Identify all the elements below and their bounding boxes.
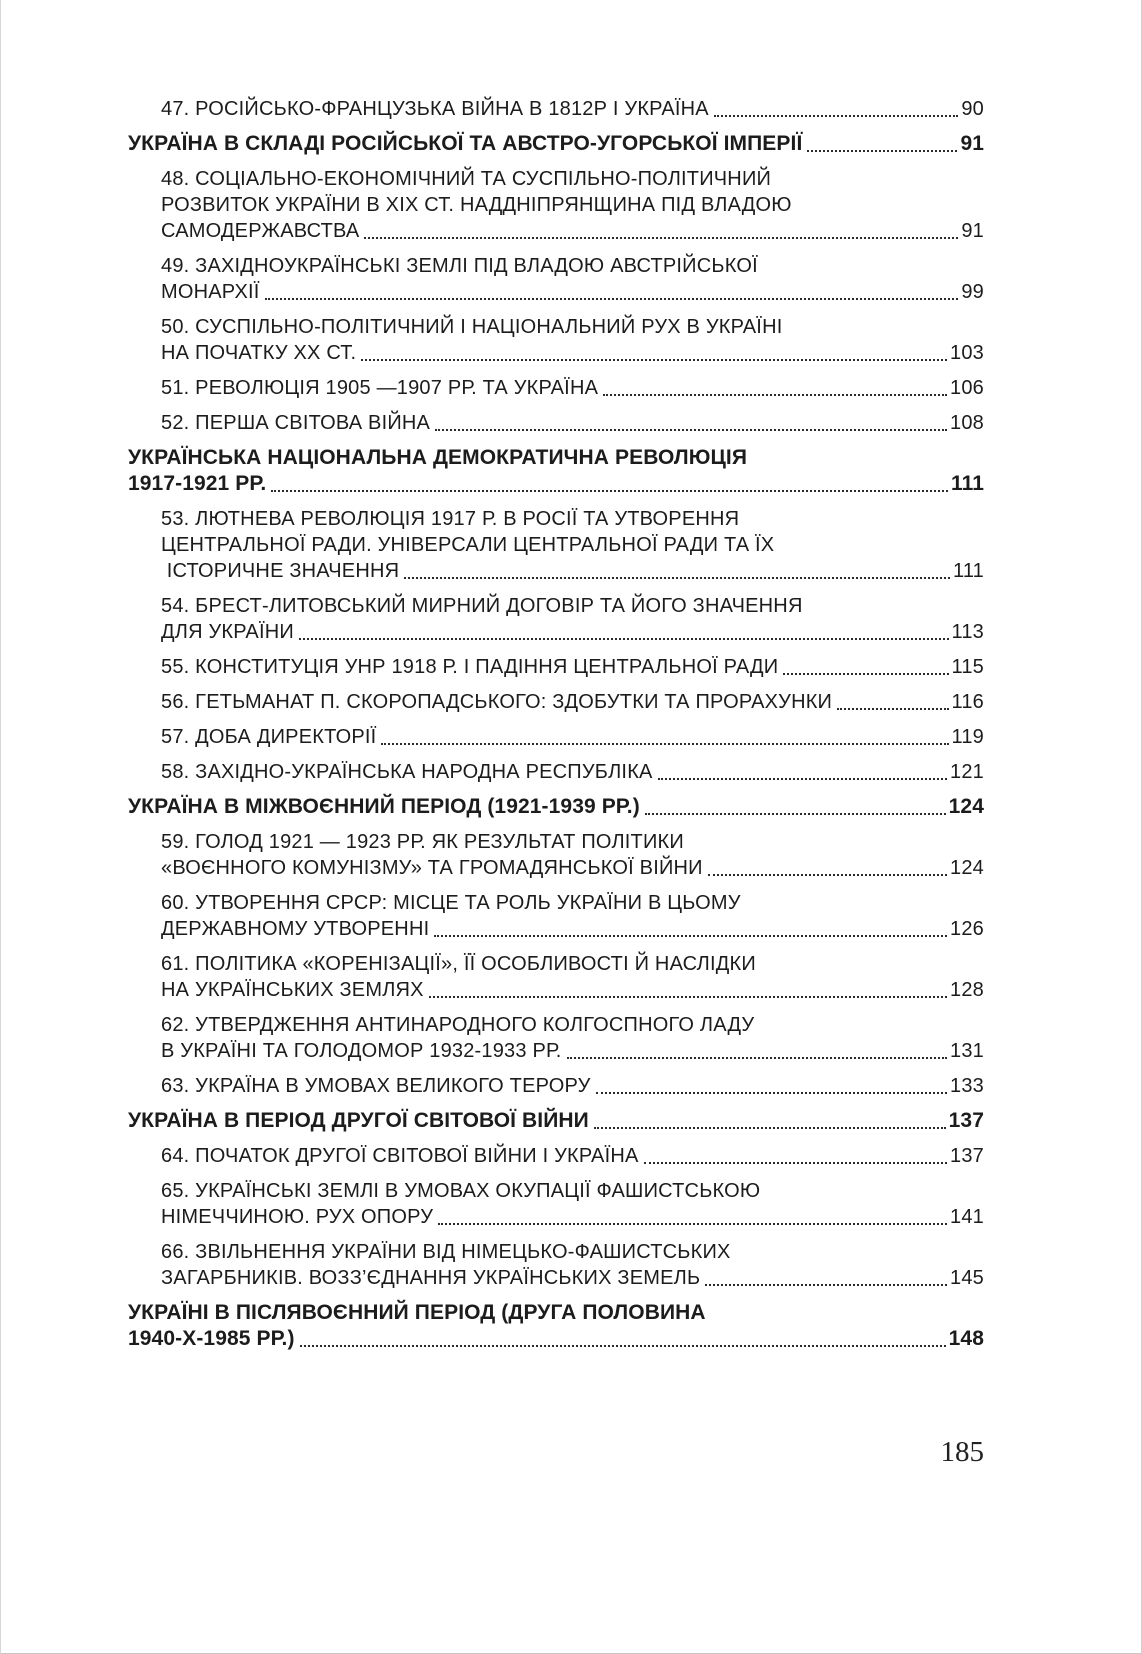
toc-page-ref: 121 <box>950 761 984 783</box>
toc-item-text: ЦЕНТРАЛЬНОЇ РАДИ. УНІВЕРСАЛИ ЦЕНТРАЛЬНОЇ РАДИ ТА ЇХ <box>161 534 775 556</box>
dot-leader <box>837 689 948 710</box>
toc-page-ref: 148 <box>948 1327 984 1350</box>
dot-leader <box>708 855 947 876</box>
toc-entry <box>161 375 984 401</box>
toc-entry <box>161 1143 984 1169</box>
toc-entry <box>161 166 984 244</box>
toc-item-text: 49. ЗАХІДНОУКРАЇНСЬКІ ЗЕМЛІ ПІД ВЛАДОЮ АВСТРІЙСЬКОЇ <box>161 255 758 277</box>
toc-page-ref: 99 <box>961 281 984 303</box>
toc-entry <box>161 1239 984 1291</box>
toc-item-text: 60. УТВОРЕННЯ СРСР: МІСЦЕ ТА РОЛЬ УКРАЇНИ В ЦЬОМУ <box>161 892 741 914</box>
toc-page-ref: 103 <box>950 342 984 364</box>
toc-page-ref: 113 <box>951 621 984 643</box>
toc-page-ref: 108 <box>950 412 984 434</box>
toc-page-ref: 91 <box>961 220 984 242</box>
toc-item-text: 63. УКРАЇНА В УМОВАХ ВЕЛИКОГО ТЕРОРУ <box>161 1075 591 1097</box>
toc-item-text: 66. ЗВІЛЬНЕННЯ УКРАЇНИ ВІД НІМЕЦЬКО-ФАШИСТСЬКИХ <box>161 1241 731 1263</box>
table-of-contents <box>1 0 1141 1352</box>
toc-item-text: УКРАЇНА В ПЕРІОД ДРУГОЇ СВІТОВОЇ ВІЙНИ <box>128 1109 589 1132</box>
toc-entry <box>161 593 984 645</box>
toc-item-text: НІМЕЧЧИНОЮ. РУХ ОПОРУ <box>161 1206 434 1228</box>
toc-item-text: МОНАРХІЇ <box>161 281 260 303</box>
toc-item-text: ЗАГАРБНИКІВ. ВОЗЗ’ЄДНАННЯ УКРАЇНСЬКИХ ЗЕМЕЛЬ <box>161 1267 701 1289</box>
toc-entry <box>161 829 984 881</box>
toc-item-text: ІСТОРИЧНЕ ЗНАЧЕННЯ <box>161 560 400 582</box>
dot-leader <box>265 279 959 300</box>
toc-page-ref: 124 <box>948 795 984 818</box>
dot-leader <box>438 1204 947 1225</box>
toc-item-text: УКРАЇНА В СКЛАДІ РОСІЙСЬКОЇ ТА АВСТРО-УГОРСЬКОЇ ІМПЕРІЇ <box>128 132 803 155</box>
toc-page-ref: 124 <box>950 857 984 879</box>
toc-item-text: НА УКРАЇНСЬКИХ ЗЕМЛЯХ <box>161 979 424 1001</box>
dot-leader <box>714 96 958 117</box>
toc-entry <box>161 1073 984 1099</box>
toc-page-ref: 111 <box>952 560 984 582</box>
dot-leader <box>644 1143 947 1164</box>
toc-page-ref: 116 <box>951 691 984 713</box>
toc-page-ref: 137 <box>948 1109 984 1132</box>
toc-item-text: В УКРАЇНІ ТА ГОЛОДОМОР 1932-1933 РР. <box>161 1040 562 1062</box>
dot-leader <box>596 1073 948 1094</box>
toc-section-heading <box>128 1300 984 1352</box>
toc-page-ref: 145 <box>950 1267 984 1289</box>
toc-page-ref: 106 <box>950 377 984 399</box>
dot-leader <box>783 654 948 675</box>
toc-section-heading <box>128 445 984 497</box>
toc-entry <box>161 314 984 366</box>
toc-item-text: 57. ДОБА ДИРЕКТОРІЇ <box>161 726 377 748</box>
toc-page-ref: 90 <box>961 98 984 120</box>
dot-leader <box>705 1265 947 1286</box>
dot-leader <box>271 471 948 492</box>
toc-item-text: ДЕРЖАВНОМУ УТВОРЕННІ <box>161 918 430 940</box>
dot-leader <box>603 375 947 396</box>
toc-entry <box>161 410 984 436</box>
toc-entry <box>161 689 984 715</box>
toc-section-heading <box>128 794 984 820</box>
dot-leader <box>594 1108 946 1129</box>
page-number: 185 <box>940 1436 984 1468</box>
toc-item-text: 50. СУСПІЛЬНО-ПОЛІТИЧНИЙ І НАЦІОНАЛЬНИЙ РУХ В УКРАЇНІ <box>161 316 783 338</box>
toc-item-text: 53. ЛЮТНЕВА РЕВОЛЮЦІЯ 1917 Р. В РОСІЇ ТА УТВОРЕННЯ <box>161 508 740 530</box>
toc-page-ref: 119 <box>951 726 984 748</box>
toc-entry <box>161 1012 984 1064</box>
toc-page-ref: 131 <box>950 1040 984 1062</box>
toc-item-text: 55. КОНСТИТУЦІЯ УНР 1918 Р. І ПАДІННЯ ЦЕНТРАЛЬНОЇ РАДИ <box>161 656 779 678</box>
toc-item-text: ДЛЯ УКРАЇНИ <box>161 621 294 643</box>
toc-item-text: 64. ПОЧАТОК ДРУГОЇ СВІТОВОЇ ВІЙНИ І УКРАЇНА <box>161 1145 639 1167</box>
toc-page-ref: 111 <box>950 472 984 495</box>
toc-item-text: 54. БРЕСТ-ЛИТОВСЬКИЙ МИРНИЙ ДОГОВІР ТА ЙОГО ЗНАЧЕННЯ <box>161 595 803 617</box>
toc-page-ref: 126 <box>950 918 984 940</box>
toc-section-heading <box>128 1108 984 1134</box>
dot-leader <box>645 794 946 815</box>
toc-entry <box>161 890 984 942</box>
toc-item-text: 51. РЕВОЛЮЦІЯ 1905 —1907 РР. ТА УКРАЇНА <box>161 377 599 399</box>
toc-item-text: УКРАЇНА В МІЖВОЄННИЙ ПЕРІОД (1921-1939 РР.) <box>128 795 640 818</box>
toc-item-text: 52. ПЕРША СВІТОВА ВІЙНА <box>161 412 431 434</box>
toc-page-ref: 128 <box>950 979 984 1001</box>
toc-item-text: УКРАЇНІ В ПІСЛЯВОЄННИЙ ПЕРІОД (ДРУГА ПОЛОВИНА <box>128 1301 706 1324</box>
toc-item-text: 58. ЗАХІДНО-УКРАЇНСЬКА НАРОДНА РЕСПУБЛІКА <box>161 761 653 783</box>
toc-entry <box>161 759 984 785</box>
toc-item-text: «ВОЄННОГО КОМУНІЗМУ» ТА ГРОМАДЯНСЬКОЇ ВІЙНИ <box>161 857 703 879</box>
toc-item-text: 56. ГЕТЬМАНАТ П. СКОРОПАДСЬКОГО: ЗДОБУТКИ ТА ПРОРАХУНКИ <box>161 691 833 713</box>
toc-entry <box>161 253 984 305</box>
toc-item-text: 1917-1921 РР. <box>128 472 267 495</box>
toc-entry <box>161 1178 984 1230</box>
toc-item-text: НА ПОЧАТКУ XX СТ. <box>161 342 357 364</box>
dot-leader <box>434 916 947 937</box>
toc-entry <box>161 654 984 680</box>
dot-leader <box>364 218 958 239</box>
dot-leader <box>807 131 957 152</box>
dot-leader <box>404 558 950 579</box>
dot-leader <box>567 1038 948 1059</box>
toc-item-text: 47. РОСІЙСЬКО-ФРАНЦУЗЬКА ВІЙНА В 1812Р І УКРАЇНА <box>161 98 709 120</box>
toc-entry <box>161 951 984 1003</box>
dot-leader <box>361 340 947 361</box>
toc-item-text: 1940-Х-1985 РР.) <box>128 1327 295 1350</box>
dot-leader <box>299 619 949 640</box>
toc-item-text: САМОДЕРЖАВСТВА <box>161 220 360 242</box>
toc-item-text: 65. УКРАЇНСЬКІ ЗЕМЛІ В УМОВАХ ОКУПАЦІЇ ФАШИСТСЬКОЮ <box>161 1180 761 1202</box>
dot-leader <box>435 410 947 431</box>
toc-item-text: 61. ПОЛІТИКА «КОРЕНІЗАЦІЇ», ЇЇ ОСОБЛИВОСТІ Й НАСЛІДКИ <box>161 953 756 975</box>
toc-page-ref: 137 <box>950 1145 984 1167</box>
toc-page-ref: 91 <box>960 132 984 155</box>
toc-entry <box>161 506 984 584</box>
toc-page-ref: 115 <box>951 656 984 678</box>
toc-item-text: 59. ГОЛОД 1921 — 1923 РР. ЯК РЕЗУЛЬТАТ ПОЛІТИКИ <box>161 831 684 853</box>
dot-leader <box>429 977 947 998</box>
toc-item-text: 48. СОЦІАЛЬНО-ЕКОНОМІЧНИЙ ТА СУСПІЛЬНО-ПОЛІТИЧНИЙ <box>161 168 772 190</box>
dot-leader <box>658 759 947 780</box>
toc-page-ref: 141 <box>950 1206 984 1228</box>
toc-item-text: 62. УТВЕРДЖЕННЯ АНТИНАРОДНОГО КОЛГОСПНОГО ЛАДУ <box>161 1014 755 1036</box>
toc-entry <box>161 724 984 750</box>
toc-item-text: УКРАЇНСЬКА НАЦІОНАЛЬНА ДЕМОКРАТИЧНА РЕВОЛЮЦІЯ <box>128 446 748 469</box>
toc-item-text: РОЗВИТОК УКРАЇНИ В XIX СТ. НАДДНІПРЯНЩИНА ПІД ВЛАДОЮ <box>161 194 792 216</box>
toc-section-heading <box>128 131 984 157</box>
dot-leader <box>300 1326 946 1347</box>
dot-leader <box>381 724 948 745</box>
toc-page-ref: 133 <box>950 1075 984 1097</box>
toc-entry <box>161 96 984 122</box>
